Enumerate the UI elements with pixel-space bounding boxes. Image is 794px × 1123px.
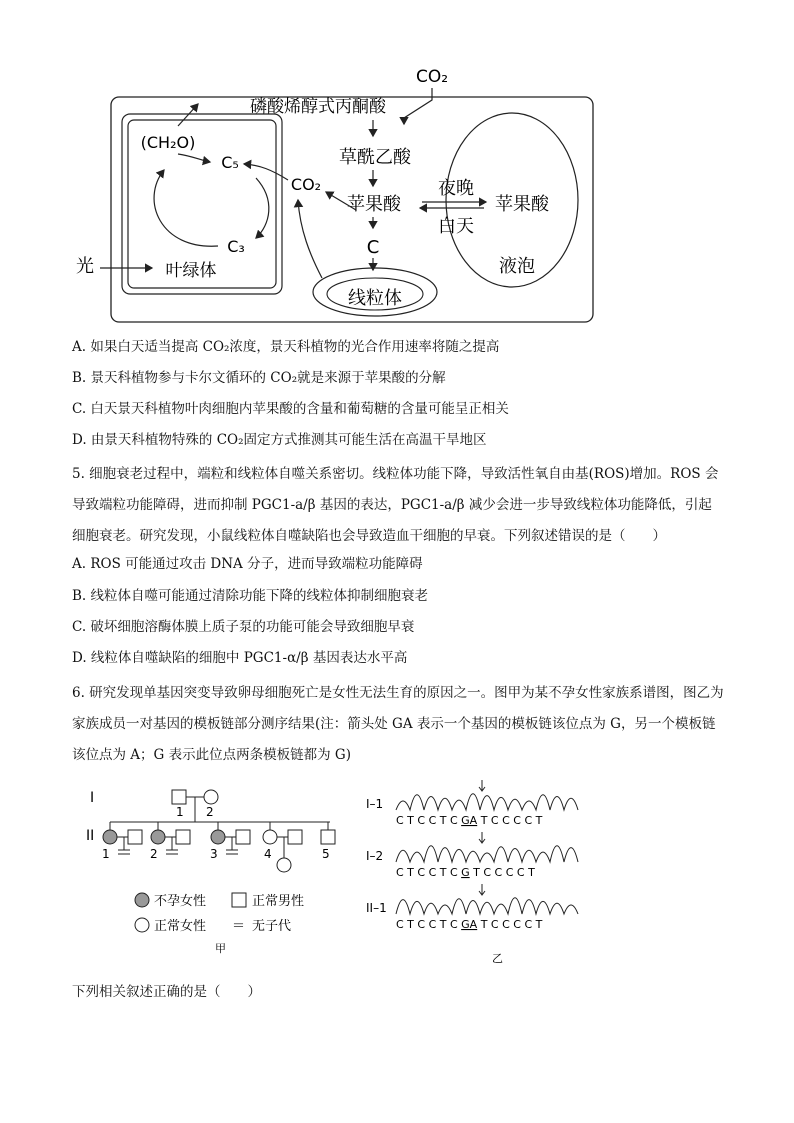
legend-normal-male: 正常男性 (252, 894, 305, 909)
vacuole-label: 液泡 (499, 256, 535, 277)
seq-arrow-icon (479, 780, 485, 791)
co2-mid-label: CO₂ (290, 175, 322, 194)
seq-trace (396, 794, 578, 810)
seq-text: C T C C T C GA T C C C C T (396, 814, 543, 827)
mito-label: 线粒体 (348, 288, 402, 309)
co2-in-arrow (404, 88, 432, 124)
seq-arrow-icon (479, 884, 485, 895)
ii5-number: 5 (322, 847, 330, 861)
malate-left-label: 苹果酸 (347, 194, 401, 215)
oxaloacetate-label: 草酰乙酸 (339, 147, 411, 168)
i2-female (204, 790, 218, 804)
q4-option-c: C. 白天景天科植物叶肉细胞内苹果酸的含量和葡萄糖的含量可能呈正相关 (72, 401, 509, 417)
ch2o-out-arrow (178, 104, 198, 126)
i2-number: 2 (206, 805, 214, 819)
ii4-number: 4 (264, 847, 272, 861)
pep-label: 磷酸烯醇式丙酮酸 (250, 97, 386, 117)
ii5-male (321, 830, 335, 844)
figure-jia-caption: 甲 (215, 942, 226, 955)
q6-question: 下列相关叙述正确的是（ ） (72, 984, 261, 1000)
cam-pathway-diagram (60, 60, 620, 330)
q5-stem: 5. 细胞衰老过程中，端粒和线粒体自噬关系密切。线粒体功能下降，导致活性氧自由基(ROS)增加。ROS 会导致端粒功能障碍，进而抑制 PGC1-a/β 基因的表达，PGC1-a/β 减少会进一步导致线粒体功能降低，引起细胞衰老。研究发现，小鼠线粒体自噬缺陷也会导致造血干细胞的早衰。下列叙述错误的是（ ） (72, 466, 719, 544)
seq-row-label: I–2 (366, 849, 384, 863)
seq-row-label: I–1 (366, 797, 384, 811)
seq-text: C T C C T C G T C C C C T (396, 866, 535, 879)
q4-option-a: A. 如果白天适当提高 CO₂浓度，景天科植物的光合作用速率将随之提高 (72, 339, 500, 355)
ch2o-to-c5-arrow (178, 154, 210, 162)
night-label: 夜晚 (438, 178, 474, 199)
seq-trace (396, 898, 578, 914)
ch2o-label: (CH₂O) (140, 133, 196, 152)
legend-infertile: 不孕女性 (154, 894, 207, 909)
ii4-female (263, 830, 277, 844)
seq-trace (396, 846, 578, 862)
c-label: C (366, 237, 380, 258)
q4-option-b: B. 景天科植物参与卡尔文循环的 CO₂就是来源于苹果酸的分解 (72, 370, 446, 386)
ii2-infertile (151, 830, 165, 844)
ii1-number: 1 (102, 847, 110, 861)
ii3-number: 3 (210, 847, 218, 861)
gen-1-label: I (90, 790, 95, 806)
co2-top-label: CO₂ (415, 67, 449, 87)
sequencing-chart (364, 780, 594, 970)
seq-text: C T C C T C GA T C C C C T (396, 918, 543, 931)
i1-number: 1 (176, 805, 184, 819)
mito-to-co2-arrow (298, 200, 322, 278)
seq-arrow-icon (479, 832, 485, 843)
legend-normal-female: 正常女性 (154, 919, 207, 934)
gen-2-label: II (86, 828, 95, 844)
ii2-number: 2 (150, 847, 158, 861)
q5-option-d: D. 线粒体自噬缺陷的细胞中 PGC1-α/β 基因表达水平高 (72, 650, 408, 666)
c5-to-c3-arrow (256, 178, 269, 238)
light-label: 光 (76, 256, 94, 277)
day-label: 白天 (438, 216, 474, 237)
legend-no-child-symbol: ＝ (232, 919, 246, 934)
figure-yi-caption: 乙 (492, 952, 503, 965)
iii-female (277, 858, 291, 872)
legend-no-child: 无子代 (252, 919, 292, 934)
seq-row-label: II–1 (366, 901, 387, 915)
i1-male (172, 790, 186, 804)
ii1-infertile (103, 830, 117, 844)
malate-right-label: 苹果酸 (495, 194, 549, 215)
q6-stem: 6. 研究发现单基因突变导致卵母细胞死亡是女性无法生育的原因之一。图甲为某不孕女性家族系谱图，图乙为家族成员一对基因的模板链部分测序结果(注：箭头处 GA 表示一个基因的模板链该位点为 G，另一个模板链该位点为 A；G 表示此位点两条模板链都为 G) (72, 685, 724, 763)
c5-label: C₅ (221, 153, 239, 172)
pedigree-chart (80, 782, 350, 972)
q5-option-c: C. 破坏细胞溶酶体膜上质子泵的功能可能会导致细胞早衰 (72, 619, 415, 635)
q5-option-a: A. ROS 可能通过攻击 DNA 分子，进而导致端粒功能障碍 (72, 556, 423, 572)
chloroplast-label: 叶绿体 (165, 261, 217, 281)
q5-option-b: B. 线粒体自噬可能通过清除功能下降的线粒体抑制细胞衰老 (72, 588, 429, 604)
q4-option-d: D. 由景天科植物特殊的 CO₂固定方式推测其可能生活在高温干旱地区 (72, 432, 487, 448)
ii3-infertile (211, 830, 225, 844)
c3-to-ch2o-arrow (154, 170, 218, 246)
c3-label: C₃ (227, 237, 245, 256)
